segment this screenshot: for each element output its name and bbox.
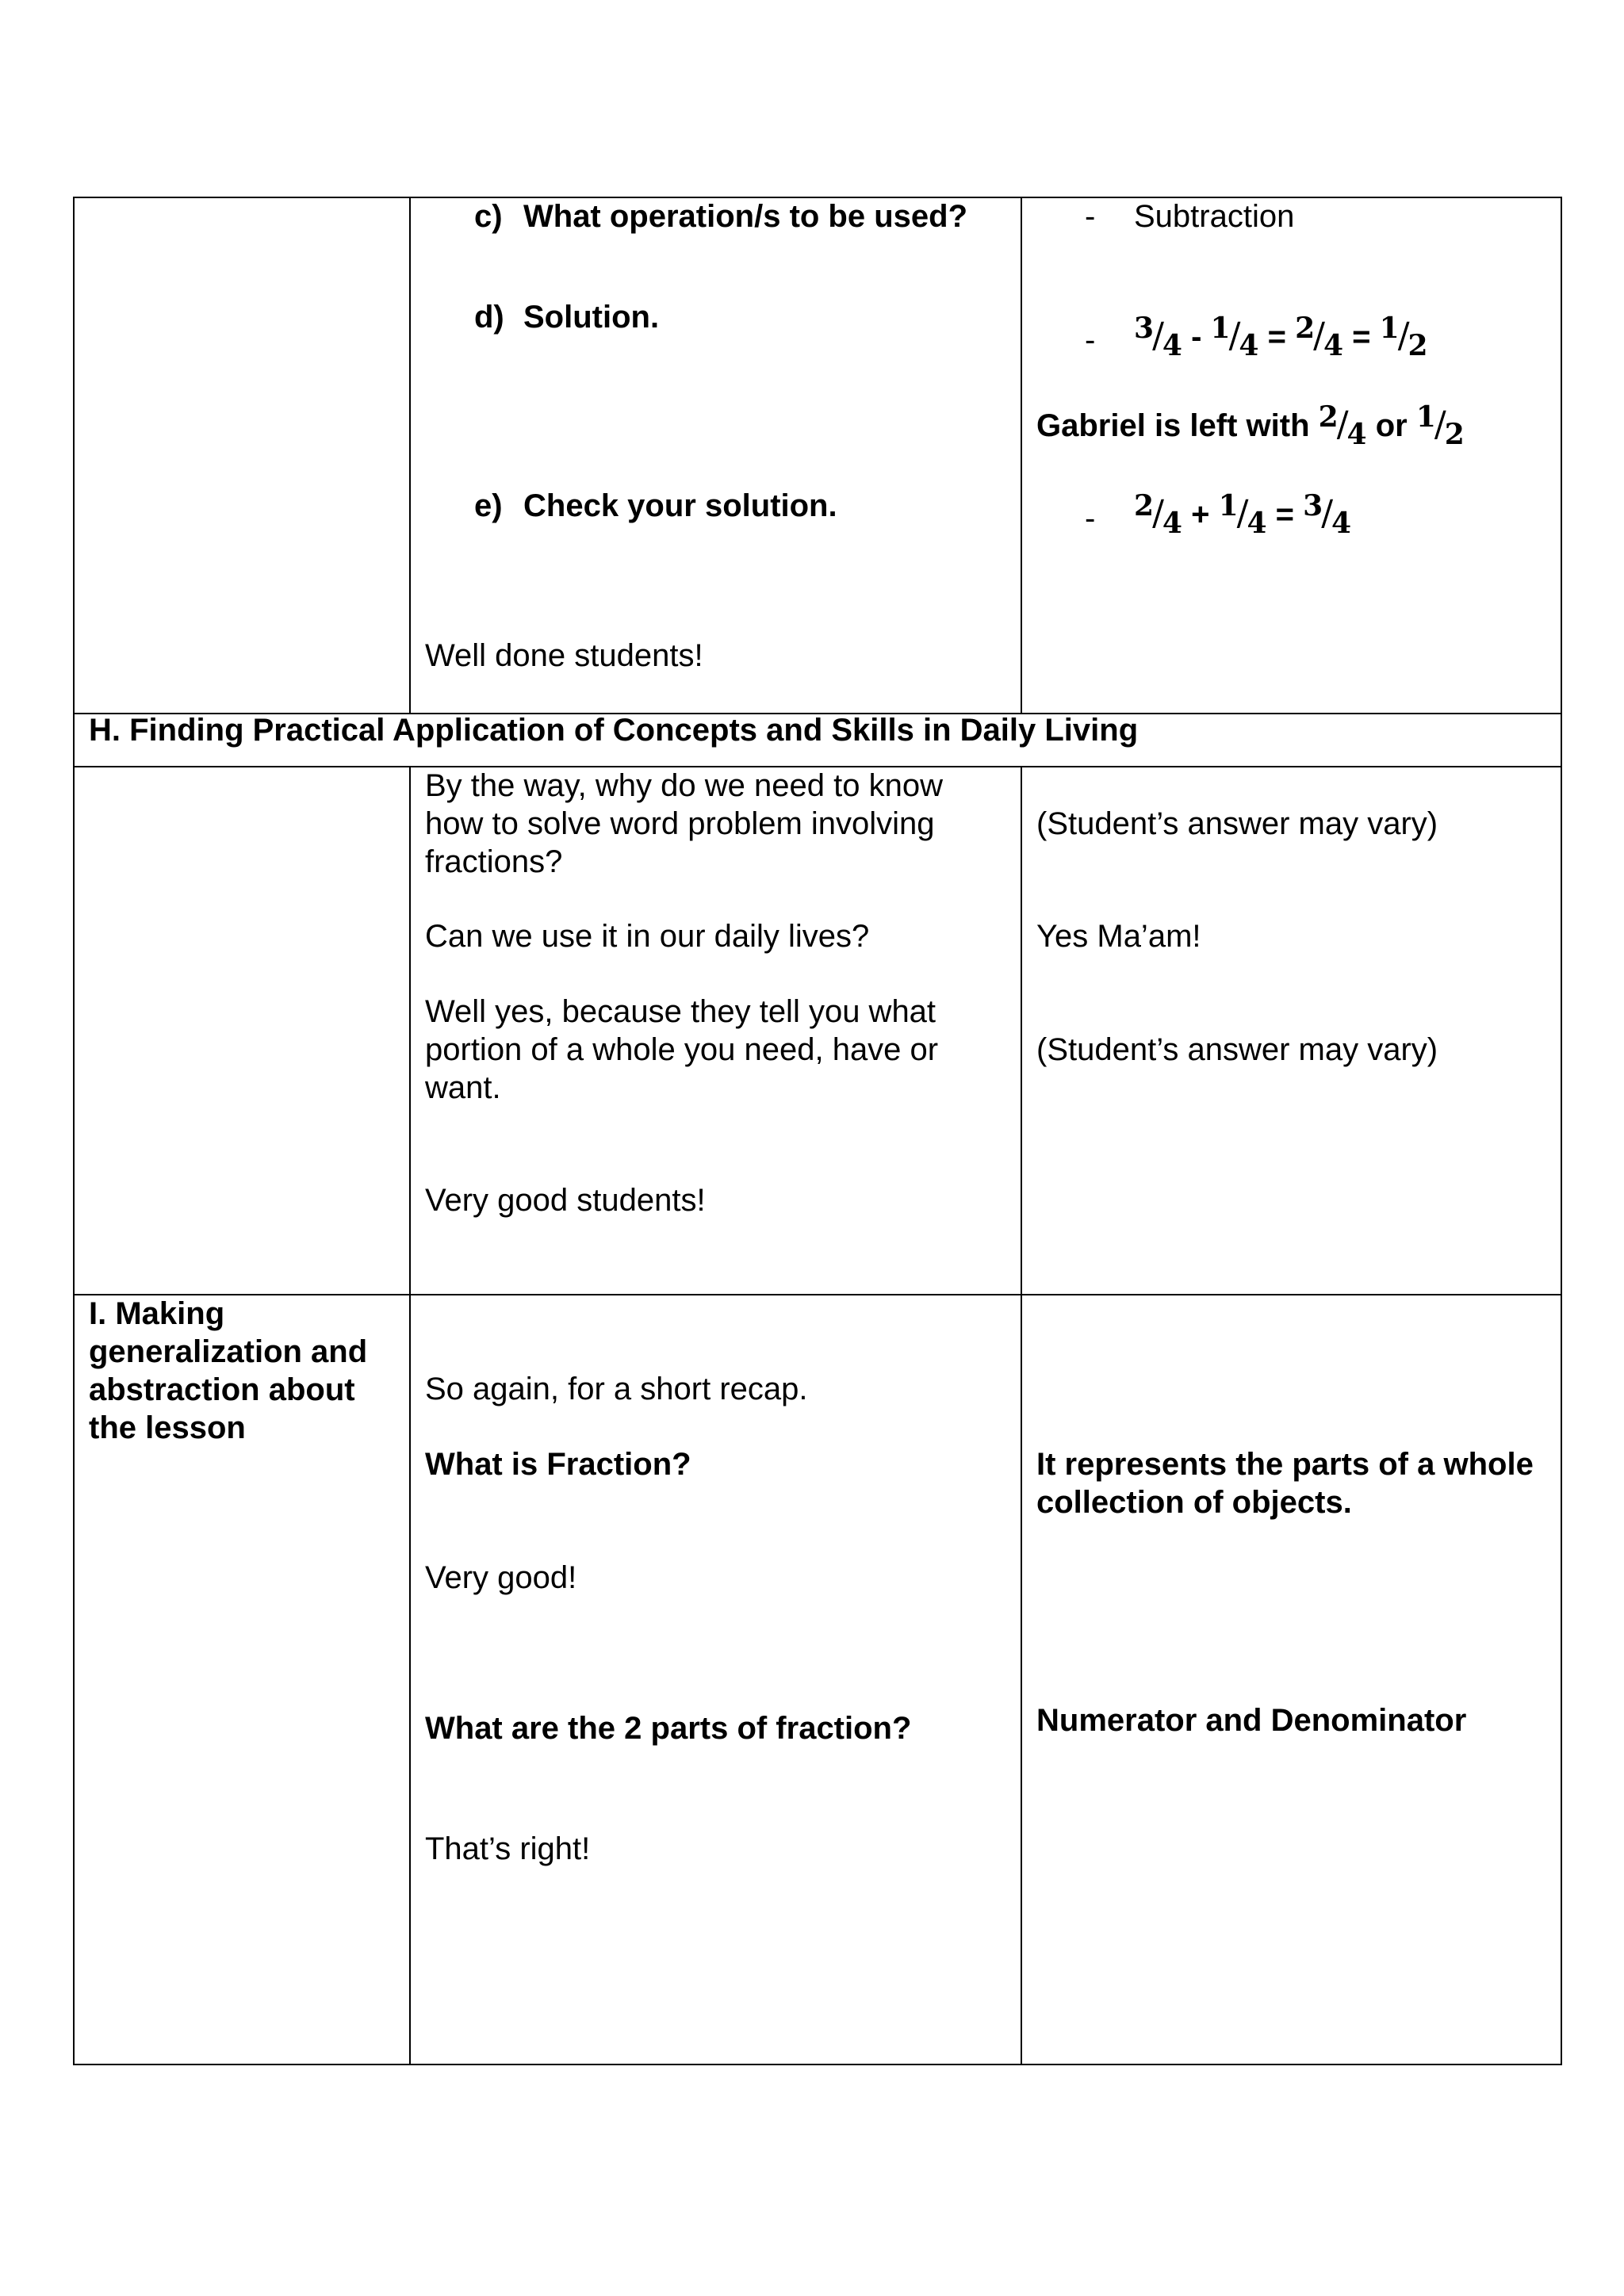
student-answer: (Student’s answer may vary) xyxy=(1036,1032,1438,1067)
bullet-dash: - xyxy=(1085,199,1096,234)
question-text: Check your solution. xyxy=(523,488,837,523)
check-equation: 2/4 + 1/4 = 3/4 xyxy=(1134,489,1352,540)
column-divider-2 xyxy=(1021,767,1022,2065)
teacher-text: Very good students! xyxy=(425,1183,706,1218)
teacher-text: Very good! xyxy=(425,1560,577,1595)
step-label: c) xyxy=(474,199,503,234)
solution-equation: 3/4 - 1/4 = 2/4 = 1/2 xyxy=(1134,312,1428,362)
section-heading: I. Making generalization and abstraction about the lesson xyxy=(89,1296,368,1445)
student-answer: Numerator and Denominator xyxy=(1036,1703,1467,1738)
student-answer: (Student’s answer may vary) xyxy=(1036,806,1438,841)
teacher-text: So again, for a short recap. xyxy=(425,1372,808,1406)
fraction: 3/4 xyxy=(1303,489,1352,540)
teacher-text: Can we use it in our daily lives? xyxy=(425,919,870,954)
question-text: What is Fraction? xyxy=(425,1447,691,1482)
lesson-table xyxy=(73,197,1562,2065)
teacher-text: That’s right! xyxy=(425,1831,591,1866)
bullet-dash: - xyxy=(1085,501,1096,536)
answer-statement: Gabriel is left with 2/4 or 1/2 xyxy=(1036,400,1465,451)
student-answer: Yes Ma’am! xyxy=(1036,919,1201,954)
fraction: 1/4 xyxy=(1210,312,1259,362)
column-divider-1 xyxy=(409,198,411,714)
step-label: d) xyxy=(474,300,504,335)
column-divider-1 xyxy=(409,767,411,2065)
question-text: Solution. xyxy=(523,300,660,335)
step-label: e) xyxy=(474,488,503,523)
column-divider-2 xyxy=(1021,198,1022,714)
fraction: 2/4 xyxy=(1318,400,1367,451)
question-text: What operation/s to be used? xyxy=(523,199,968,234)
teacher-text: Well yes, because they tell you what portion of a whole you need, have or want. xyxy=(425,994,939,1105)
bullet-dash: - xyxy=(1085,323,1096,358)
fraction: 2/4 xyxy=(1134,489,1182,540)
teacher-text: By the way, why do we need to know how to solve word problem involving fractions? xyxy=(425,768,943,879)
question-text: What are the 2 parts of fraction? xyxy=(425,1711,912,1746)
fraction: 2/4 xyxy=(1295,312,1344,362)
student-answer: It represents the parts of a whole collection of objects. xyxy=(1036,1447,1534,1520)
section-heading: H. Finding Practical Application of Concepts and Skills in Daily Living xyxy=(89,713,1139,748)
answer-text: Subtraction xyxy=(1134,199,1295,234)
fraction: 3/4 xyxy=(1134,312,1182,362)
teacher-text: Well done students! xyxy=(425,638,703,673)
fraction: 1/2 xyxy=(1415,400,1465,451)
fraction: 1/4 xyxy=(1218,489,1267,540)
fraction: 1/2 xyxy=(1379,312,1428,362)
